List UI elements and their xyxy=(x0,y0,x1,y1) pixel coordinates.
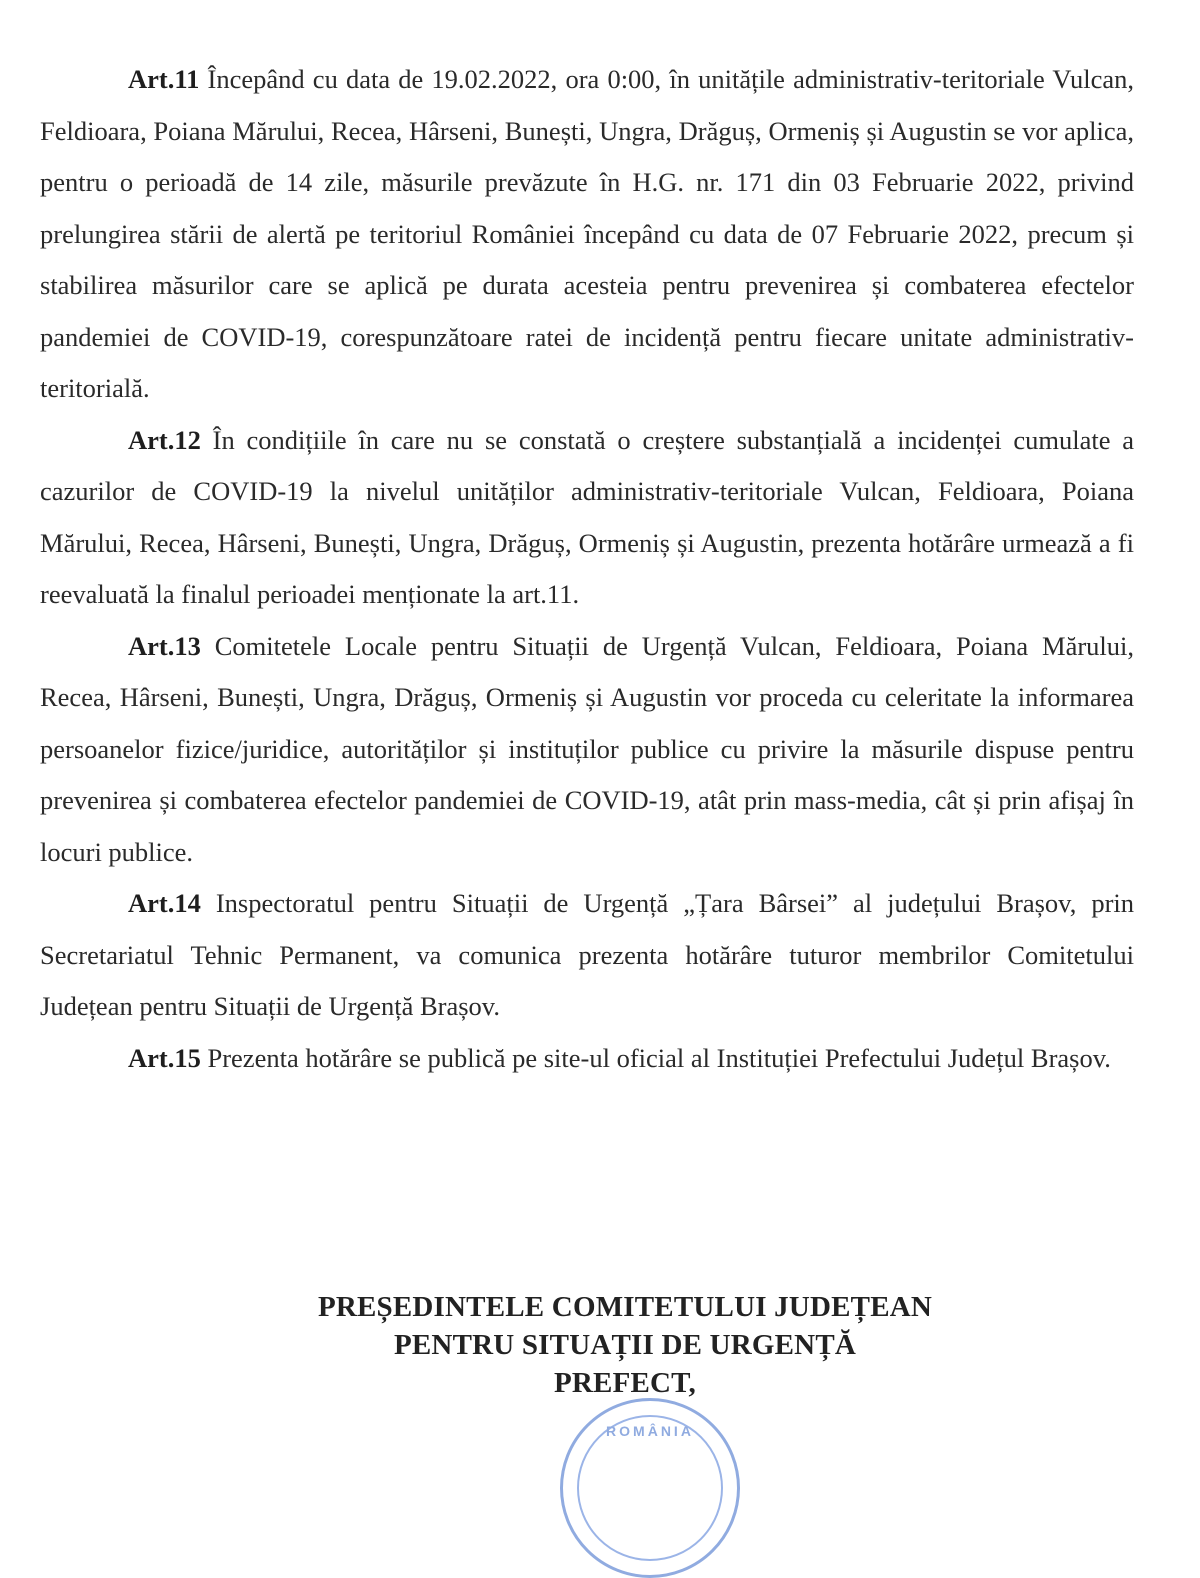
signature-block xyxy=(200,1288,1050,1402)
article-text: În condițiile în care nu se constată o creștere substanțială a incidenței cumulate a cazurilor de COVID-19 la nivelul unităților administrativ-teritoriale Vulcan, Feldioara, Poiana Mărului, Recea, Hârseni, Bunești, Ungra, Drăguș, Ormeniș și Augustin, prezenta hotărâre urmează a fi reevaluată la finalul perioadei menționate la art.11. xyxy=(40,424,1135,609)
signature-title-line-3: PREFECT, xyxy=(553,1367,697,1399)
official-stamp xyxy=(560,1398,740,1578)
article-14 xyxy=(40,878,1134,1033)
signature-title-line-2: PENTRU SITUAȚII DE URGENȚĂ xyxy=(393,1329,857,1361)
article-text: Începând cu data de 19.02.2022, ora 0:00, în unitățile administrativ-teritoriale Vulcan, Feldioara, Poiana Mărului, Recea, Hârseni, Bunești, Ungra, Drăguș, Ormeniș și Augustin se vor aplica, pentru o perioadă de 14 zile, măsurile prevăzute în H.G. nr. 171 din 03 Februarie 2022, privind prelungirea stării de alertă pe teritoriul României începând cu data de 07 Februarie 2022, precum și stabilirea măsurilor care se aplică pe durata acesteia pentru prevenirea și combaterea efectelor pandemiei de COVID-19, corespunzătoare ratei de incidență pentru fiecare unitate administrativ-teritorială. xyxy=(40,64,1134,403)
article-11 xyxy=(40,54,1134,415)
article-12 xyxy=(40,415,1134,621)
article-15 xyxy=(40,1033,1134,1085)
article-text: Inspectoratul pentru Situații de Urgență „Țara Bârsei” al județului Brașov, prin Secretariatul Tehnic Permanent, va comunica prezenta hotărâre tuturor membrilor Comitetului Județean pentru Situații de Urgență Brașov. xyxy=(40,888,1135,1021)
article-label: Art.12 xyxy=(128,424,201,455)
article-text: Comitetele Locale pentru Situații de Urgență Vulcan, Feldioara, Poiana Mărului, Recea, Hârseni, Bunești, Ungra, Drăguș, Ormeniș și Augustin vor proceda cu celeritate la informarea persoanelor fizice/juridice, autorităților și instituților publice cu privire la măsurile dispuse pentru prevenirea și combaterea efectelor pandemiei de COVID-19, atât prin mass-media, cât și prin afișaj în locuri publice. xyxy=(40,630,1135,867)
signature-title-line-1: PREȘEDINTELE COMITETULUI JUDEȚEAN xyxy=(317,1291,933,1323)
article-label: Art.15 xyxy=(128,1042,201,1073)
article-label: Art.13 xyxy=(128,630,201,661)
article-label: Art.11 xyxy=(128,64,200,94)
stamp-text: ROMÂNIA xyxy=(606,1423,694,1439)
document-body xyxy=(40,54,1134,1084)
article-text: Prezenta hotărâre se publică pe site-ul oficial al Instituției Prefectului Județul Brașov. xyxy=(207,1042,1111,1073)
article-label: Art.14 xyxy=(128,888,201,918)
article-13 xyxy=(40,621,1134,879)
